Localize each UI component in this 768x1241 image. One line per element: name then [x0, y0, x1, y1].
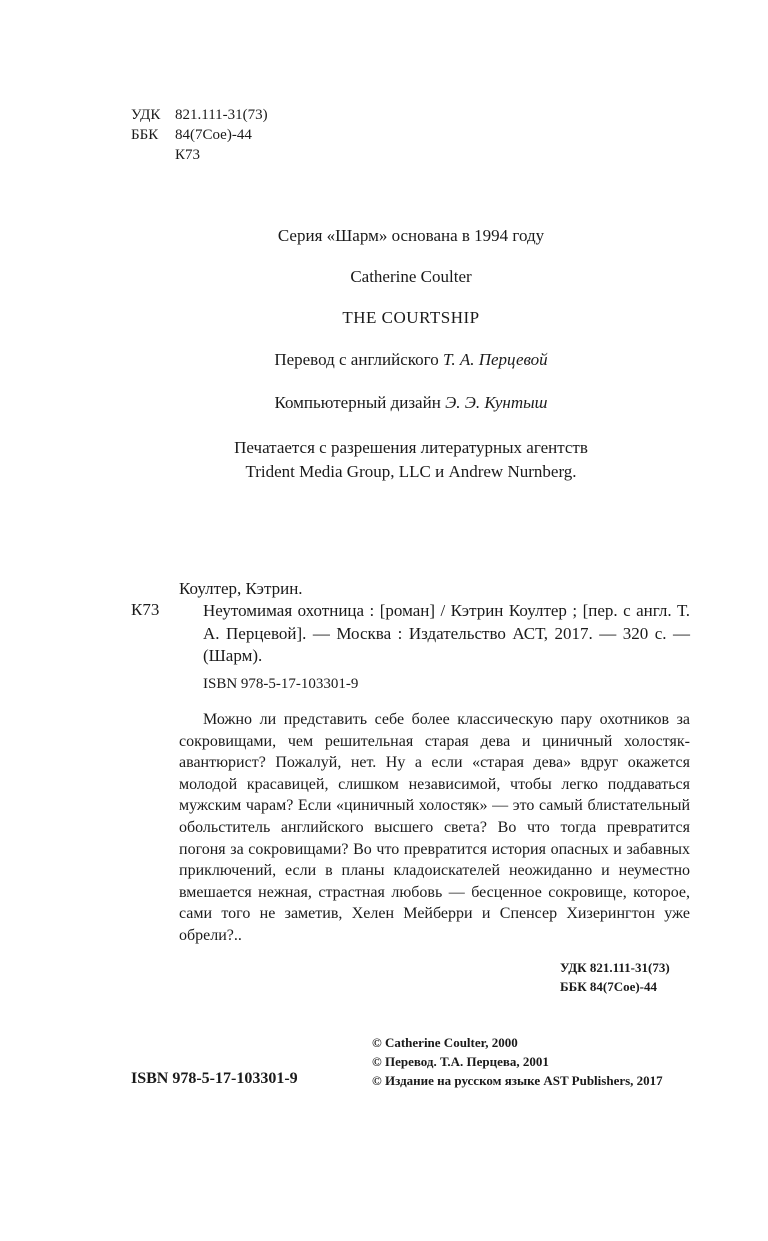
udk-value: 821.111-31(73) [175, 107, 268, 123]
copyright-line-2: © Перевод. Т.А. Перцева, 2001 [372, 1054, 549, 1069]
translation-line [0, 350, 768, 370]
original-title: THE COURTSHIP [342, 308, 480, 327]
udk-bottom: УДК 821.111-31(73) [560, 960, 670, 975]
bbk-label: ББК [131, 127, 159, 143]
designer-name: Э. Э. Кунтыш [445, 393, 548, 412]
copyright-line-1: © Catherine Coulter, 2000 [372, 1035, 518, 1050]
permission-block [0, 436, 768, 484]
bibliography-author-mark: К73 [131, 600, 160, 619]
bbk-row [131, 125, 268, 145]
translation-label: Перевод с английского [274, 350, 439, 369]
bbk-value: 84(7Сое)-44 [175, 127, 252, 143]
bibliography-author: Коултер, Кэтрин. [179, 579, 303, 598]
design-line [0, 393, 768, 413]
udk-label: УДК [131, 107, 161, 123]
footer-isbn: ISBN 978-5-17-103301-9 [131, 1070, 298, 1087]
classification-block [131, 105, 268, 165]
author-name: Catherine Coulter [350, 267, 472, 286]
bbk-bottom: ББК 84(7Сое)-44 [560, 979, 658, 994]
design-label: Компьютерный дизайн [274, 393, 441, 412]
author-mark-row [131, 145, 268, 165]
permission-line-1: Печатается с разрешения литературных агентств [234, 438, 588, 457]
series-line: Серия «Шарм» основана в 1994 году [277, 226, 545, 245]
udk-row [131, 105, 268, 125]
translator-name: Т. А. Перцевой [442, 350, 548, 369]
copyright-block [372, 1033, 663, 1090]
copyright-line-3: © Издание на русском языке AST Publishers, 2017 [372, 1073, 663, 1088]
annotation-text: Можно ли представить себе более классическую пару охотников за сокровищами, чем решительная старая дева и циничный холостяк-авантюрист? Пожалуй, нет. Ну а если «старая дева» вдруг окажется молодой красавицей, слишком независимой, чтобы легко поддаваться мужским чарам? Если «циничный холостяк» — это самый блистательный обольститель английского высшего света? Во что тогда превратится погоня за сокровищами? Во что превратится история опасных и забавных приключений, если в планы кладоискателей неожиданно и неуместно вмешается нежная, страстная любовь — бесценное сокровище, которое, сами того не заметив, Хелен Мейберри и Спенсер Хизерингтон уже обрели?.. [179, 711, 690, 944]
bibliography-isbn: ISBN 978-5-17-103301-9 [203, 676, 359, 692]
permission-line-2: Trident Media Group, LLC и Andrew Nurnberg. [245, 462, 577, 481]
codes-bottom [560, 958, 670, 996]
bibliography-description: Неутомимая охотница : [роман] / Кэтрин Коултер ; [пер. с англ. Т. А. Перцевой]. — Москва : Издательство АСТ, 2017. — 320 с. — (Шарм). [203, 601, 690, 665]
author-mark: К73 [175, 147, 201, 163]
